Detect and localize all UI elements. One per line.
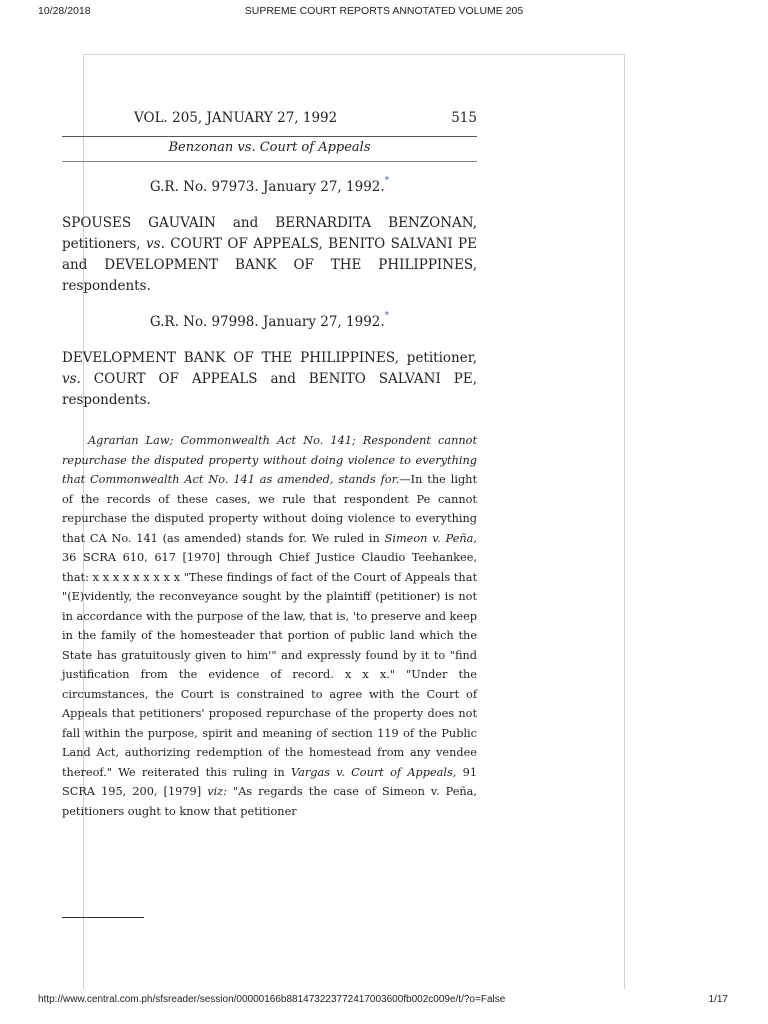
syllabus-text-4: "As regards the case of Simeon v. Peña, petitioners ought to know that petitioner	[62, 785, 477, 818]
case2-vs: vs.	[62, 371, 81, 387]
running-head	[62, 110, 477, 132]
print-footer	[0, 990, 768, 1024]
case2-gr-text: G.R. No. 97998. January 27, 1992.	[149, 314, 385, 330]
case-ref-vargas: Vargas v. Court of Appeals,	[290, 765, 457, 779]
case1-gr-number	[62, 176, 477, 195]
case2-parties-2: COURT OF APPEALS and BENITO SALVANI PE, respondents.	[62, 371, 477, 408]
page-number: 515	[451, 110, 477, 126]
syllabus-headnote: Agrarian Law; Commonwealth Act No. 141; Respondent cannot repurchase the disputed property without doing violence to everything that Commonwealth Act No. 141 as amended, stands for.	[62, 434, 477, 486]
case2-parties	[62, 348, 477, 411]
case1-parties	[62, 213, 477, 297]
case2-gr-number	[62, 311, 477, 330]
syllabus-text-3: 91 SCRA 195, 200, [1979]	[62, 765, 478, 798]
viz-word: viz:	[207, 785, 227, 798]
source-url: http://www.central.com.ph/sfsreader/session/00000166b881473223772417003600fb002c009e/t/?o=False	[38, 994, 506, 1005]
volume-date: VOL. 205, JANUARY 27, 1992	[134, 110, 338, 126]
print-title: SUPREME COURT REPORTS ANNOTATED VOLUME 205	[244, 5, 524, 17]
print-page-indicator: 1/17	[708, 994, 728, 1005]
header-rule-bottom	[62, 161, 477, 162]
case1-parties-2: COURT OF APPEALS, BENITO SALVANI PE and DEVELOPMENT BANK OF THE PHILIPPINES, respondents.	[62, 236, 477, 294]
syllabus-paragraph	[62, 431, 477, 821]
case2-footnote-link[interactable]: *	[384, 311, 390, 321]
case1-vs: vs.	[146, 236, 165, 252]
syllabus-text-1: —In the light of the records of these cases, we rule that respondent Pe cannot repurchase the disputed property without doing violence to everything that CA No. 141 (as amended) stands for. We ruled in	[62, 473, 477, 545]
case-ref-simeon: Simeon v. Peña,	[384, 531, 477, 545]
case1-footnote-link[interactable]: *	[384, 176, 390, 186]
case2-parties-1: DEVELOPMENT BANK OF THE PHILIPPINES, petitioner,	[62, 350, 477, 366]
syllabus-text-2: 36 SCRA 610, 617 [1970] through Chief Justice Claudio Teehankee, that: x x x x x x x x x "These findings of fact of the Court of Appeals that "(E)vidently, the reconveyance sought by the plaintiff (petitioner) is not in accordance with the purpose of the law, that is, 'to preserve and keep in the family of the homesteader that portion of public land which the State has gratuitously given to him'" and expressly found by it to "find justification from the evidence of record. x x x." "Under the circumstances, the Court is constrained to agree with the Court of Appeals that petitioners' proposed repurchase of the property does not fall within the purpose, spirit and meaning of section 119 of the Public Land Act, authorizing redemption of the homestead from any vendee thereof." We reiterated this ruling in	[62, 551, 477, 779]
page-content	[62, 110, 477, 832]
case-short-title: Benzonan vs. Court of Appeals	[168, 140, 371, 155]
case1-gr-text: G.R. No. 97973. January 27, 1992.	[149, 179, 385, 195]
print-date: 10/28/2018	[38, 5, 91, 17]
footnote-rule	[62, 917, 144, 918]
print-header	[0, 0, 768, 22]
case1-parties-1: SPOUSES GAUVAIN and BERNARDITA BENZONAN, petitioners,	[62, 215, 477, 252]
